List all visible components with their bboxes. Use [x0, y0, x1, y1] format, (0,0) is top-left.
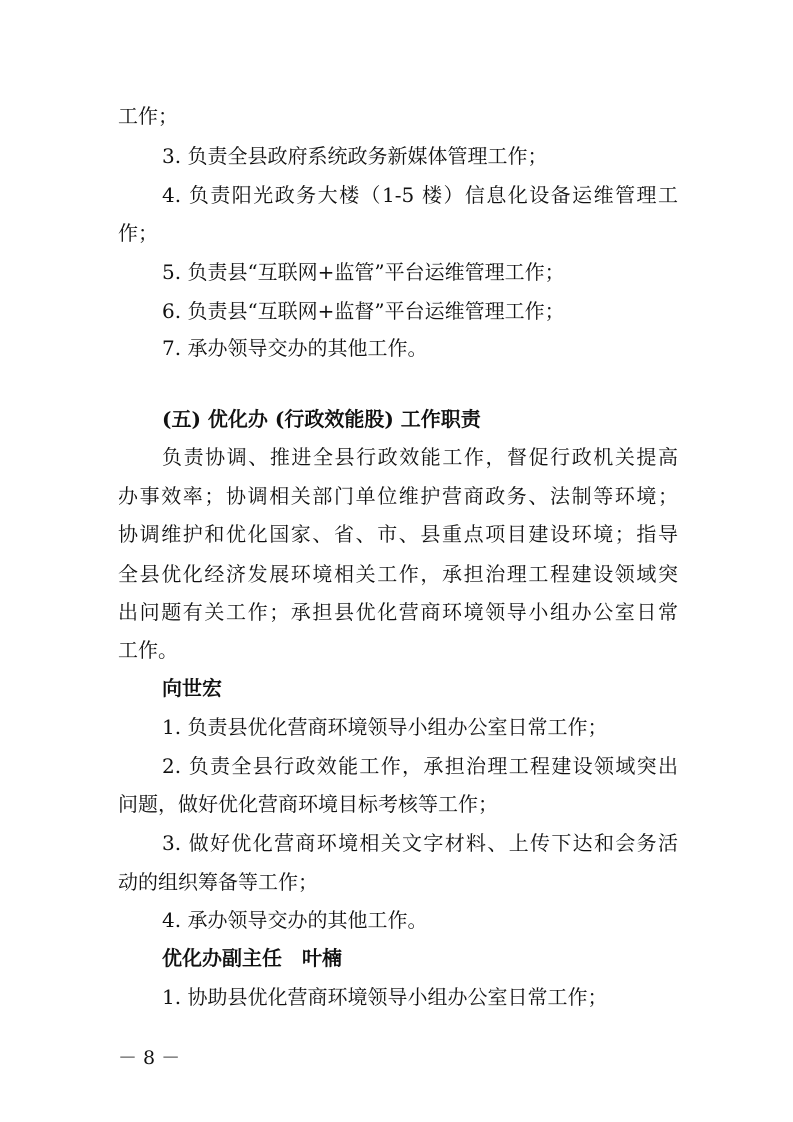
list-item: 1. 负责县优化营商环境领导小组办公室日常工作； [162, 715, 608, 739]
list-item: 4. 负责阳光政务大楼（1-5 楼）信息化设备运维管理工 [162, 183, 678, 207]
paragraph-line: 出问题有关工作；承担县优化营商环境领导小组办公室日常 [118, 600, 678, 624]
person-title: 优化办副主任 叶楠 [162, 946, 342, 970]
list-item: 3. 负责全县政府系统政务新媒体管理工作； [162, 144, 548, 168]
paragraph-line: 工作。 [118, 638, 178, 662]
list-item: 2. 负责全县行政效能工作，承担治理工程建设领域突出 [162, 754, 678, 778]
person-name: 向世宏 [162, 676, 222, 700]
list-item: 6. 负责县“互联网+监督”平台运维管理工作； [162, 299, 565, 323]
list-item-continuation: 动的组织筹备等工作； [118, 870, 318, 894]
paragraph-line: 办事效率；协调相关部门单位维护营商政务、法制等环境； [118, 484, 678, 508]
list-item: 7. 承办领导交办的其他工作。 [162, 336, 428, 360]
list-item: 3. 做好优化营商环境相关文字材料、上传下达和会务活 [162, 831, 678, 855]
text-line: 工作； [118, 104, 178, 128]
paragraph-line: 全县优化经济发展环境相关工作，承担治理工程建设领域突 [118, 562, 678, 586]
page-number: － 8 － [118, 1047, 181, 1069]
list-item: 5. 负责县“互联网+监管”平台运维管理工作； [162, 260, 565, 284]
list-item: 1. 协助县优化营商环境领导小组办公室日常工作； [162, 985, 608, 1009]
paragraph-line: 负责协调、推进全县行政效能工作，督促行政机关提高 [162, 445, 678, 469]
paragraph-line: 协调维护和优化国家、省、市、县重点项目建设环境；指导 [118, 522, 678, 546]
list-item-continuation: 问题，做好优化营商环境目标考核等工作； [118, 792, 498, 816]
text-line: 作； [118, 221, 158, 245]
list-item: 4. 承办领导交办的其他工作。 [162, 908, 428, 932]
section-heading: (五) 优化办 (行政效能股) 工作职责 [162, 407, 481, 431]
